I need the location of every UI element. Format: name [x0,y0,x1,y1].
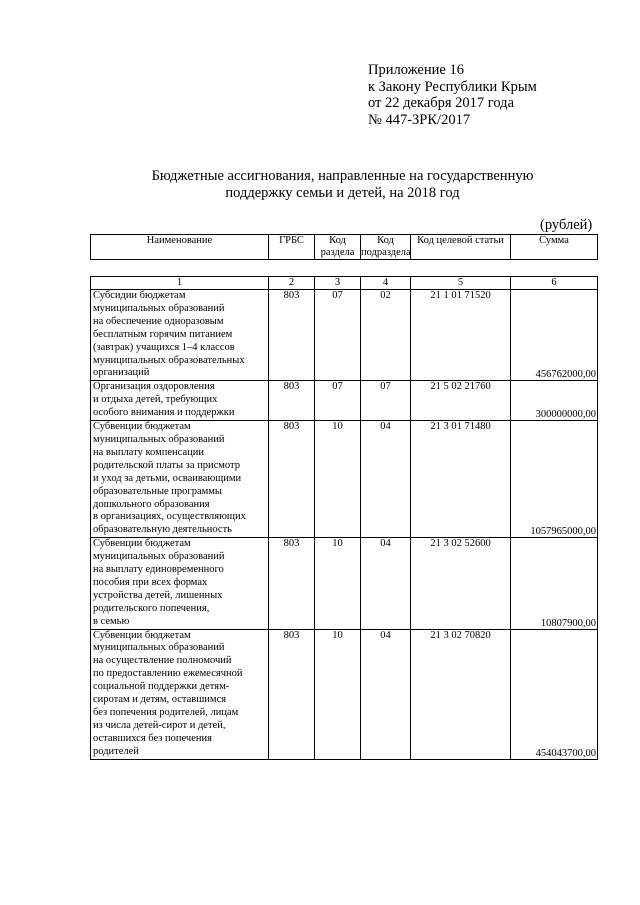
row-target: 21 3 02 52600 [411,538,511,629]
row-name [91,421,269,538]
row-name-line: на выплату единовременного [93,564,224,576]
column-number: 6 [511,277,598,290]
row-name-line: оставшихся без попечения [93,732,212,744]
row-grbs: 803 [269,381,315,421]
row-target: 21 3 02 70820 [411,629,511,759]
column-number: 4 [361,277,411,290]
row-grbs: 803 [269,538,315,629]
row-name-line: из числа детей-сирот и детей, [93,719,226,731]
row-name [91,538,269,629]
row-name-line: социальной поддержки детям- [93,681,230,693]
header-target: Код целевой статьи [411,235,511,260]
table-row [91,421,598,538]
row-name-line: на выплату компенсации [93,446,204,458]
row-name-line: бесплатным горячим питанием [93,328,233,340]
row-name-line: и отдыха детей, требующих [93,394,218,406]
row-name [91,381,269,421]
row-sum: 454043700,00 [511,629,598,759]
row-subsection: 04 [361,629,411,759]
row-grbs: 803 [269,290,315,381]
row-name-line: пособия при всех формах [93,576,208,588]
appendix-line: от 22 декабря 2017 года [368,95,514,111]
budget-table [90,276,598,760]
header-subsection: Код подраздела [361,235,411,258]
row-name-line: особого внимания и поддержки [93,407,235,419]
row-target: 21 3 01 71480 [411,421,511,538]
row-name-line: родительской платы за присмотр [93,459,240,471]
row-name-line: без попечения родителей, лицам [93,707,239,718]
row-name-line: (завтрак) учащихся 1–4 классов [93,341,235,353]
table-header [90,234,598,260]
header-grbs: ГРБС [269,235,315,260]
appendix-reference [368,62,537,128]
row-target: 21 1 01 71520 [411,290,511,381]
row-name-line: организаций [93,367,150,379]
row-name-line: муниципальных образований [93,551,225,563]
header-section: Код раздела [315,235,361,260]
table-row [91,290,598,381]
column-number: 1 [91,277,269,290]
header-name: Наименование [91,235,269,260]
row-sum: 10807900,00 [511,538,598,629]
row-name-line: и уход за детьми, осваивающими [93,472,242,484]
appendix-line: Приложение 16 [368,62,464,78]
row-name-line: устройства детей, лишенных [93,589,223,601]
row-name-line: образовательные программы [93,485,222,497]
row-section: 07 [315,290,361,381]
document-title-line: Бюджетные ассигнования, направленные на государственную [151,168,534,184]
table-row [91,538,598,629]
row-name-line: по предоставлению ежемесячной [93,668,243,680]
document-title-line: поддержку семьи и детей, на 2018 год [225,185,460,201]
row-name-line: Субвенции бюджетам [93,538,191,550]
row-name-line: сиротам и детям, оставшимся [93,694,227,706]
column-number: 2 [269,277,315,290]
row-target: 21 5 02 21760 [411,381,511,421]
column-number: 5 [411,277,511,290]
row-subsection: 04 [361,538,411,629]
column-number: 3 [315,277,361,290]
row-name-line: в семью [93,615,130,627]
document-title [90,168,595,202]
unit-label: (рублей) [540,217,593,233]
row-grbs: 803 [269,421,315,538]
row-name-line: дошкольного образования [93,498,210,510]
row-section: 07 [315,381,361,421]
column-number-row [91,277,598,290]
row-subsection: 04 [361,421,411,538]
row-section: 10 [315,421,361,538]
table-row [91,381,598,421]
row-name-line: родителей [93,745,139,757]
row-subsection: 07 [361,381,411,421]
row-name-line: Субвенции бюджетам [93,421,191,433]
row-subsection: 02 [361,290,411,381]
row-sum: 456762000,00 [511,290,598,381]
row-name-line: в организациях, осуществляющих [93,511,246,523]
row-grbs: 803 [269,629,315,759]
row-sum: 1057965000,00 [511,421,598,538]
row-name-line: на осуществление полномочий [93,655,232,667]
row-name-line: Субсидии бюджетам [93,290,186,301]
row-name-line: родительского попечения, [93,602,210,614]
table-row [91,629,598,759]
header-sum: Сумма [511,235,598,260]
row-name-line: Субвенции бюджетам [93,629,191,641]
row-name-line: муниципальных образований [93,642,225,654]
appendix-line: № 447-ЗРК/2017 [368,111,471,128]
row-name-line: образовательную деятельность [93,524,232,536]
row-name [91,629,269,759]
row-name-line: муниципальных образовательных [93,354,245,366]
row-section: 10 [315,538,361,629]
row-name-line: на обеспечение одноразовым [93,315,224,327]
row-section: 10 [315,629,361,759]
row-name-line: Организация оздоровления [93,381,215,393]
appendix-line: к Закону Республики Крым [368,78,537,95]
row-name-line: муниципальных образований [93,433,225,445]
row-name-line: муниципальных образований [93,302,225,314]
row-sum: 300000000,00 [511,381,598,421]
row-name [91,290,269,381]
